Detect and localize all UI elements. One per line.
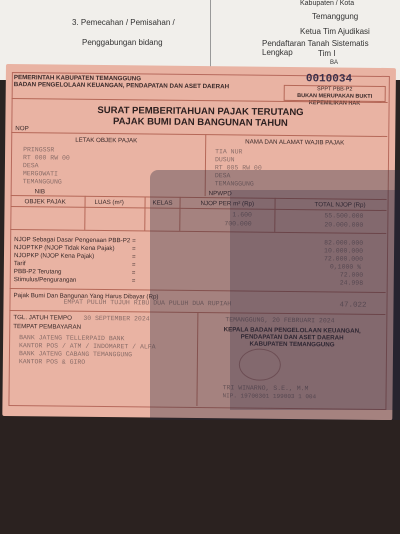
- calc-label: PBB-P2 Terutang: [13, 268, 62, 276]
- head-title-3: KABUPATEN TEMANGGUNG: [249, 340, 335, 349]
- calc-value: 24.998: [339, 279, 364, 287]
- calc-sign: =: [131, 269, 136, 277]
- calc-value: 72.000.000: [323, 255, 364, 263]
- col-njop-per: NJOP PER m² (Rp): [200, 200, 255, 208]
- row-njop-1: 1.600: [232, 211, 252, 219]
- gov-name: PEMERINTAH KABUPATEN TEMANGGUNG: [13, 74, 142, 83]
- calc-value: 0,1000 %: [329, 263, 362, 271]
- payable-value: 47.022: [339, 301, 367, 310]
- head-title: KEPALA BADAN PENGELOLAAN KEUANGAN,: [223, 326, 361, 335]
- agency-name: BADAN PENGELOLAAN KEUANGAN, PENDAPATAN DAN ASET DAERAH: [13, 81, 230, 91]
- calc-label: NJOP Sebagai Dasar Pengenaan PBB-P2: [14, 236, 131, 245]
- background-right-city: Temanggung: [312, 12, 359, 21]
- payable-words-faded: EMPAT PULUH TUJUH RIBU DUA PULUH DUA RUPIAH: [63, 298, 232, 308]
- pay-place-faded: BANK JATENG TELLERPAID BANK KANTOR POS / ATM / INDOMARET / ALFA BANK JATENG CABANG TEMANGGUNG KANTOR POS & GIRO: [18, 334, 156, 366]
- row-total-2: 20.000.000: [324, 221, 364, 229]
- calc-label: NJOPTKP (NJOP Tidak Kena Pajak): [14, 244, 115, 253]
- official-nip-faded: NIP. 19700301 199003 1 004: [222, 392, 317, 401]
- background-right-extra: BA: [330, 60, 339, 66]
- ownership-notice: BUKAN MERUPAKAN BUKTI KEPEMILIKAN HAK: [297, 93, 373, 107]
- nib-label: NIB: [34, 188, 46, 196]
- calc-label: Tarif: [13, 260, 26, 268]
- col-total: TOTAL NJOP (Rp): [314, 201, 366, 209]
- background-right-role: Ketua Tim Ajudikasi: [300, 27, 370, 36]
- serial-number: 0010034: [305, 73, 353, 86]
- wajib-label: NAMA DAN ALAMAT WAJIB PAJAK: [245, 138, 345, 147]
- background-right-team: Tim I: [318, 49, 336, 58]
- background-left-line2: Penggabungan bidang: [82, 38, 163, 47]
- pay-place-label: TEMPAT PEMBAYARAN: [13, 323, 82, 331]
- calc-value: 10.000.000: [324, 247, 364, 255]
- calc-sign: =: [132, 245, 136, 253]
- calc-label: Stimulus/Pengurangan: [13, 276, 77, 284]
- official-name-faded: TRI WINARNO, S.E., M.M: [222, 384, 309, 393]
- npwpd-label: NPWPD: [208, 190, 232, 198]
- background-right-top: Kabupaten / Kota: [300, 0, 355, 7]
- due-label: TGL. JATUH TEMPO: [13, 314, 72, 322]
- form-subtitle: PAJAK BUMI DAN BANGUNAN TAHUN: [112, 116, 288, 129]
- col-objek: OBJEK PAJAK: [24, 198, 66, 206]
- letak-text-faded: PRINGSSR RT 000 RW 00 DESA MERGOWATI TEMANGGUNG: [22, 146, 70, 186]
- background-right-program: Pendaftaran Tanah Sistematis Lengkap: [262, 39, 369, 57]
- form-title: SURAT PEMBERITAHUAN PAJAK TERUTANG: [97, 104, 304, 119]
- calc-sign: =: [131, 261, 136, 269]
- calc-sign: =: [132, 237, 136, 245]
- nop-label: NOP: [15, 125, 29, 133]
- background-left-line: 3. Pemecahan / Pemisahan /: [72, 18, 175, 27]
- sppt-code: SPPT PBB-P2: [317, 86, 353, 93]
- issue-date-faded: TEMANGGUNG, 20 FEBRUARI 2024: [225, 316, 335, 325]
- shadow-overlay: [230, 190, 400, 410]
- calc-label: NJOPKP (NJOP Kena Pajak): [13, 252, 95, 260]
- due-date-faded: 30 SEPTEMBER 2024: [83, 314, 150, 323]
- calc-value: 72.000: [339, 271, 364, 279]
- payable-label: Pajak Bumi Dan Bangunan Yang Harus Dibayar (Rp): [13, 292, 159, 301]
- calc-sign: =: [131, 253, 136, 261]
- row-total-1: 55.500.000: [324, 212, 364, 220]
- head-title-2: PENDAPATAN DAN ASET DAERAH: [240, 333, 344, 342]
- row-njop-2: 700.000: [224, 220, 252, 228]
- col-luas: LUAS (m²): [94, 198, 124, 207]
- calc-value: 82.000.000: [324, 239, 364, 247]
- calc-sign: =: [131, 277, 136, 285]
- wajib-text-faded: TIA NUR DUSUN RT 005 RW 00 DESA TEMANGGUNG: [214, 148, 262, 188]
- sppt-box: [284, 85, 386, 107]
- table-surface: [0, 400, 400, 534]
- letak-label: LETAK OBJEK PAJAK: [75, 136, 138, 145]
- col-kelas: KELAS: [152, 199, 173, 207]
